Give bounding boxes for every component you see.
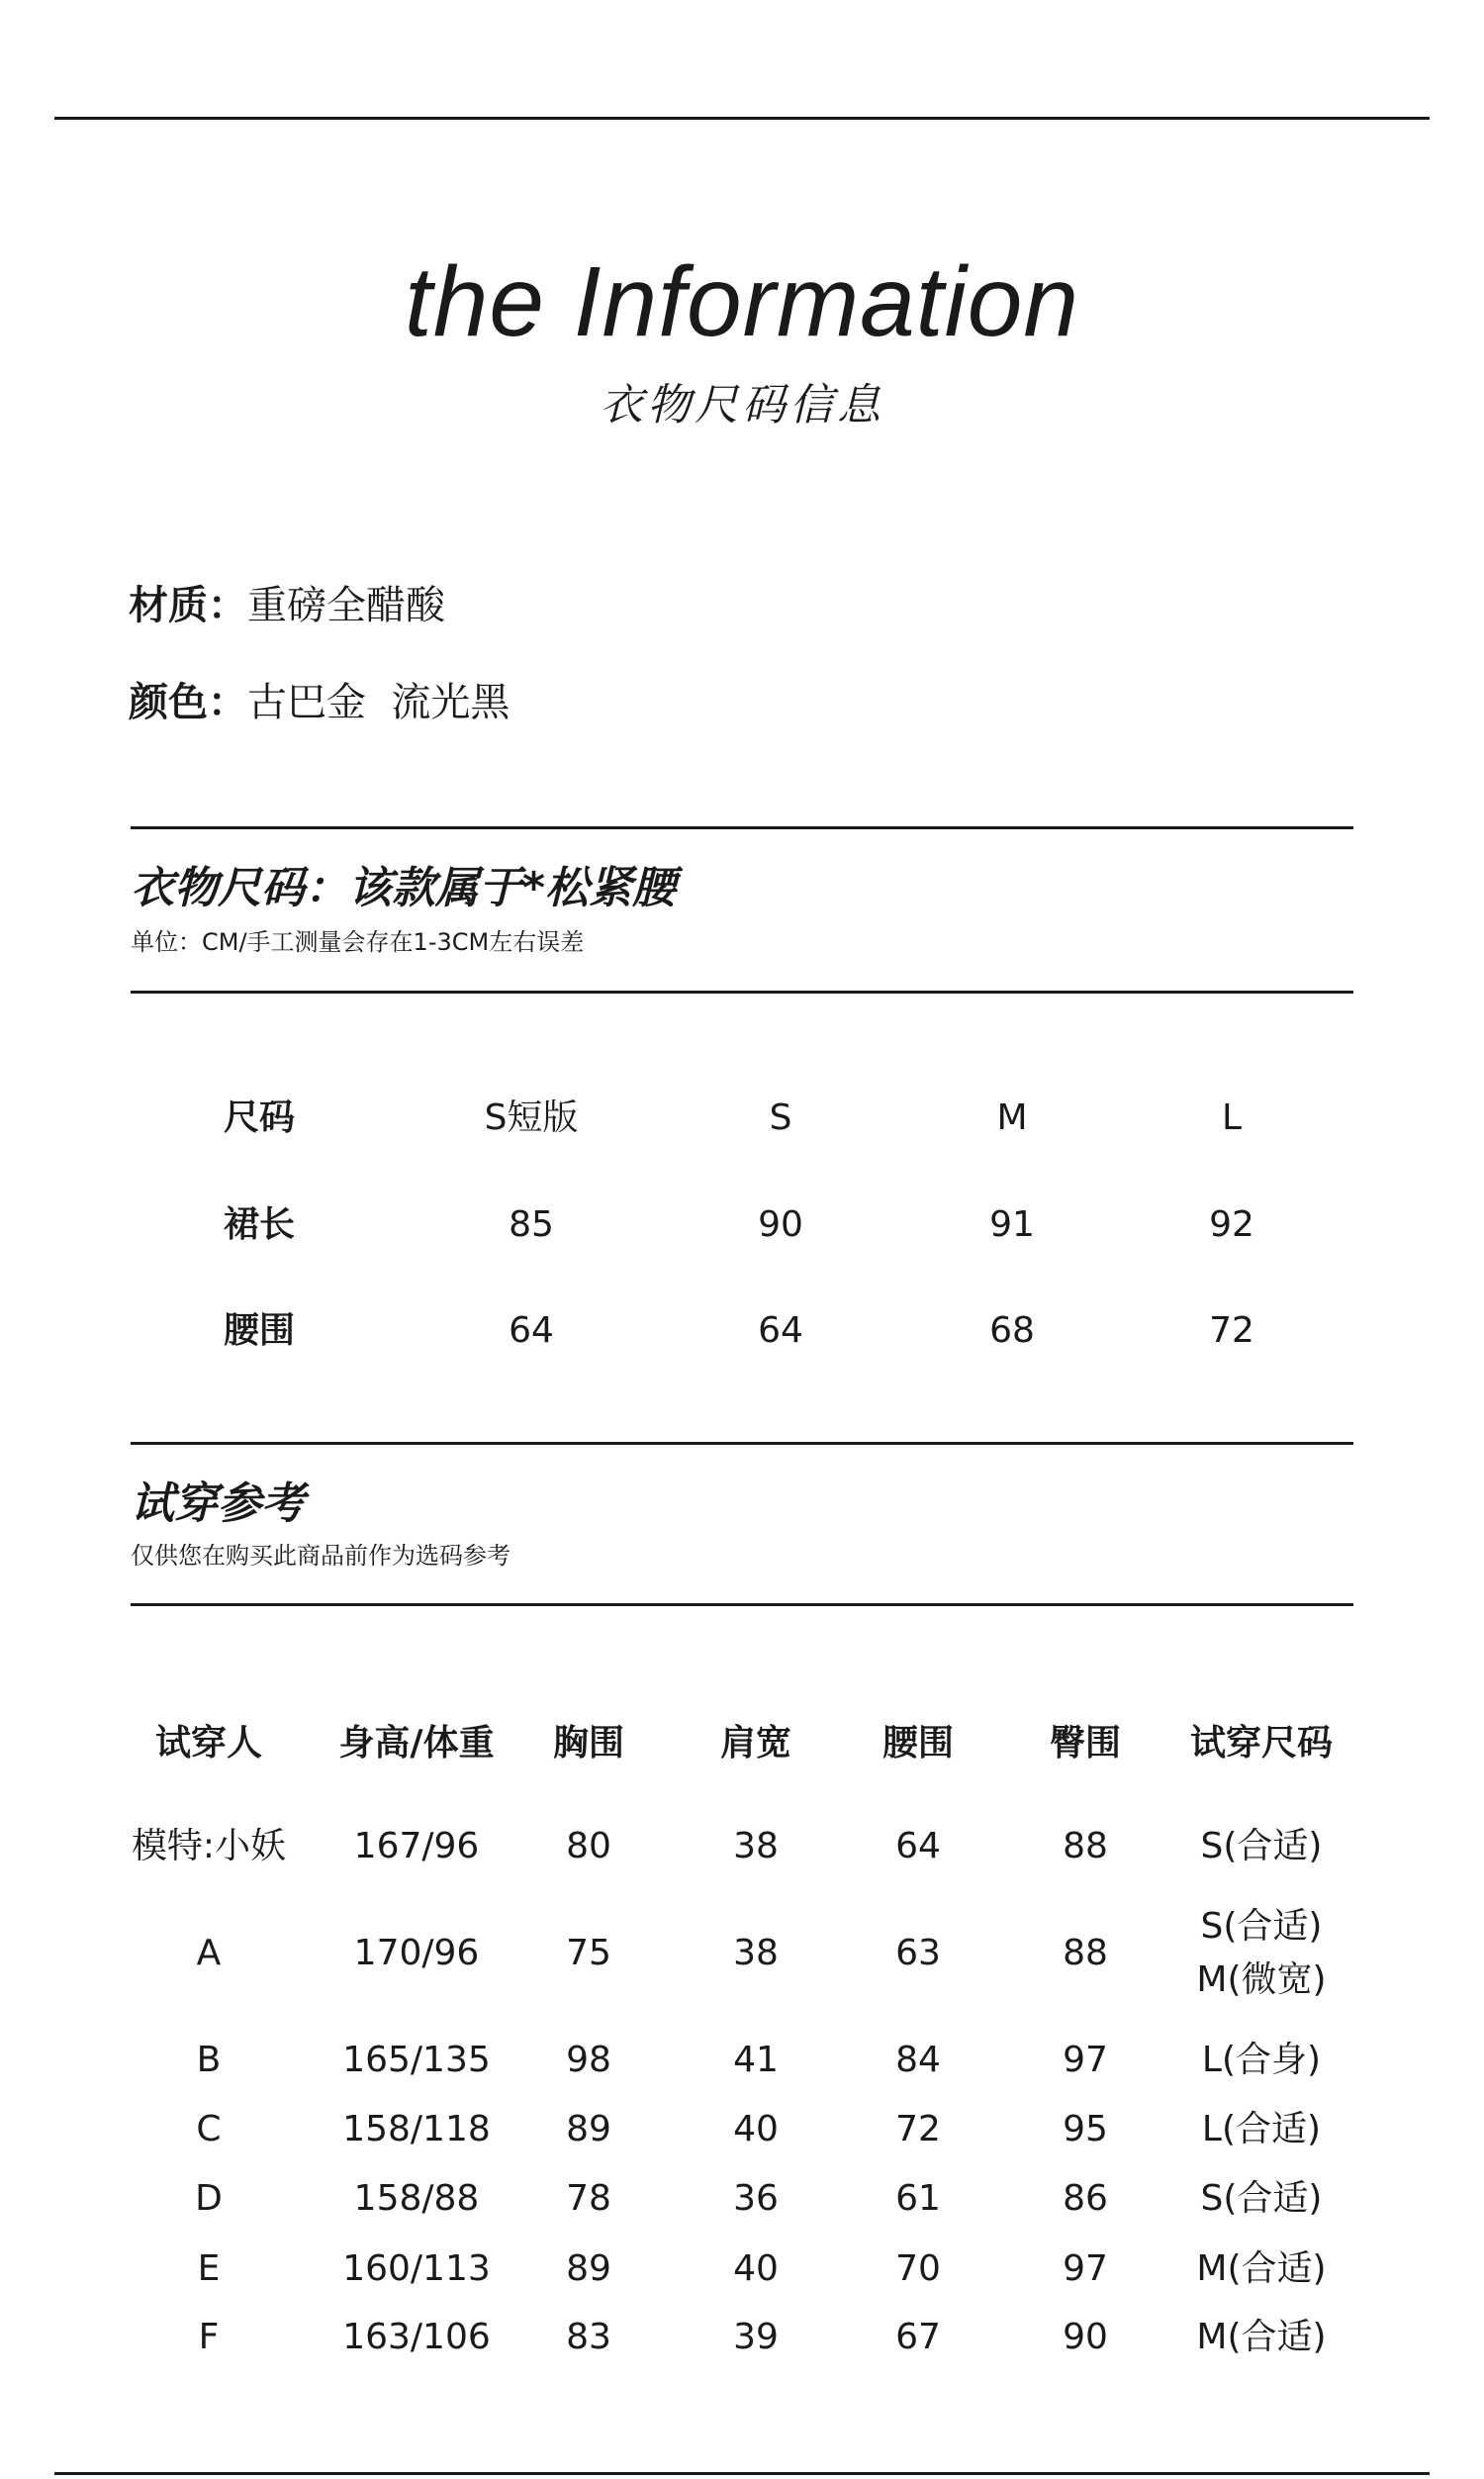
tryon-table-cell: 165/135 [342,2040,491,2080]
tryon-table-header-cell: 试穿尺码 [1189,1723,1334,1764]
tryon-table-cell: 38 [733,1933,779,1973]
tryon-table-cell: 75 [566,1933,611,1973]
tryon-table-cell: 90 [1063,2317,1108,2357]
size-section-top-divider [131,826,1353,829]
size-table-cell: 64 [509,1310,554,1351]
tryon-size-line: S(合适) [1200,1906,1323,1947]
tryon-table-cell: 88 [1063,1933,1108,1973]
tryon-table-cell: 41 [733,2040,779,2080]
tryon-table-cell: 40 [733,2109,779,2149]
tryon-section-bottom-divider [131,1603,1353,1606]
size-table-cell: 裙长 [223,1204,296,1245]
tryon-table-cell: 89 [566,2248,611,2289]
tryon-table-cell: 39 [733,2317,779,2357]
tryon-table-cell: 40 [733,2248,779,2289]
tryon-table-cell: 170/96 [353,1933,480,1973]
size-table-cell: 腰围 [223,1310,296,1351]
page-subtitle: 衣物尺码信息 [600,380,884,430]
tryon-table-cell: 98 [566,2040,611,2080]
tryon-section-title: 试穿参考 [131,1478,305,1529]
size-table-cell: 90 [758,1204,803,1245]
tryon-table-cell: 86 [1063,2178,1108,2219]
tryon-table-cell: 72 [895,2109,941,2149]
size-table-header-cell: M [996,1097,1028,1138]
tryon-table-cell: 97 [1063,2248,1108,2289]
tryon-size-cell: M(合适) [1196,2317,1327,2357]
tryon-section-note: 仅供您在购买此商品前作为选码参考 [131,1542,510,1570]
tryon-person-cell: A [196,1933,222,1973]
material-label: 材质： [129,583,247,628]
tryon-table-cell: 67 [895,2317,941,2357]
tryon-size-cell: M(合适) [1196,2248,1327,2289]
tryon-person-cell: C [196,2109,222,2149]
tryon-table-cell: 89 [566,2109,611,2149]
size-section-bottom-divider [131,991,1353,994]
color-value: 古巴金 流光黑 [247,680,510,725]
page-title: the Information [404,246,1080,357]
tryon-table-cell: 160/113 [342,2248,491,2289]
size-table-cell: 64 [758,1310,803,1351]
size-table-header-cell: L [1221,1097,1243,1138]
tryon-table-header-cell: 腰围 [881,1723,955,1764]
tryon-table-cell: 167/96 [353,1826,480,1866]
tryon-person-cell: E [197,2248,221,2289]
material-value: 重磅全醋酸 [247,583,445,628]
color-label: 颜色： [129,680,247,725]
tryon-table-header-cell: 试穿人 [154,1723,263,1764]
tryon-table-cell: 95 [1063,2109,1108,2149]
tryon-size-line: M(微宽) [1196,1959,1327,2000]
tryon-person-cell: B [196,2040,222,2080]
tryon-table-cell: 64 [895,1826,941,1866]
tryon-person-cell: D [195,2178,223,2219]
size-table-header-cell: S短版 [484,1097,579,1138]
tryon-table-header-cell: 肩宽 [719,1723,792,1764]
tryon-table-cell: 84 [895,2040,941,2080]
tryon-size-cell: S(合适) [1200,1826,1323,1866]
tryon-table-header-cell: 臀围 [1049,1723,1122,1764]
size-table-cell: 92 [1209,1204,1254,1245]
tryon-table-cell: 163/106 [342,2317,491,2357]
size-section-note: 单位：CM/手工测量会存在1-3CM左右误差 [131,928,585,956]
material-line [129,583,445,628]
tryon-size-cell: L(合适) [1201,2109,1322,2149]
top-divider [54,117,1430,120]
bottom-divider [54,2472,1430,2475]
tryon-person-cell: F [198,2317,220,2357]
tryon-table-cell: 88 [1063,1826,1108,1866]
color-line [129,680,510,725]
tryon-table-cell: 83 [566,2317,611,2357]
size-section-title: 衣物尺码：该款属于*松紧腰 [131,863,677,913]
tryon-size-cell: L(合身) [1201,2040,1322,2080]
tryon-table-cell: 70 [895,2248,941,2289]
tryon-table-cell: 158/118 [342,2109,491,2149]
tryon-section-top-divider [131,1442,1353,1445]
tryon-table-cell: 97 [1063,2040,1108,2080]
size-table-cell: 91 [989,1204,1035,1245]
tryon-size-cell [1196,1900,1326,2007]
tryon-table-cell: 78 [566,2178,611,2219]
tryon-size-cell: S(合适) [1200,2178,1323,2219]
tryon-table-cell: 61 [895,2178,941,2219]
size-table-header-cell: 尺码 [223,1097,296,1138]
tryon-table-header-cell: 胸围 [552,1723,625,1764]
size-table-cell: 72 [1209,1310,1254,1351]
tryon-table-cell: 36 [733,2178,779,2219]
tryon-table-cell: 158/88 [353,2178,480,2219]
tryon-table-cell: 63 [895,1933,941,1973]
size-table-cell: 68 [989,1310,1035,1351]
tryon-table-cell: 80 [566,1826,611,1866]
size-table-cell: 85 [509,1204,554,1245]
tryon-table-cell: 38 [733,1826,779,1866]
tryon-person-cell: 模特:小妖 [131,1826,287,1866]
size-table-header-cell: S [769,1097,792,1138]
tryon-table-header-cell: 身高/体重 [338,1723,495,1764]
